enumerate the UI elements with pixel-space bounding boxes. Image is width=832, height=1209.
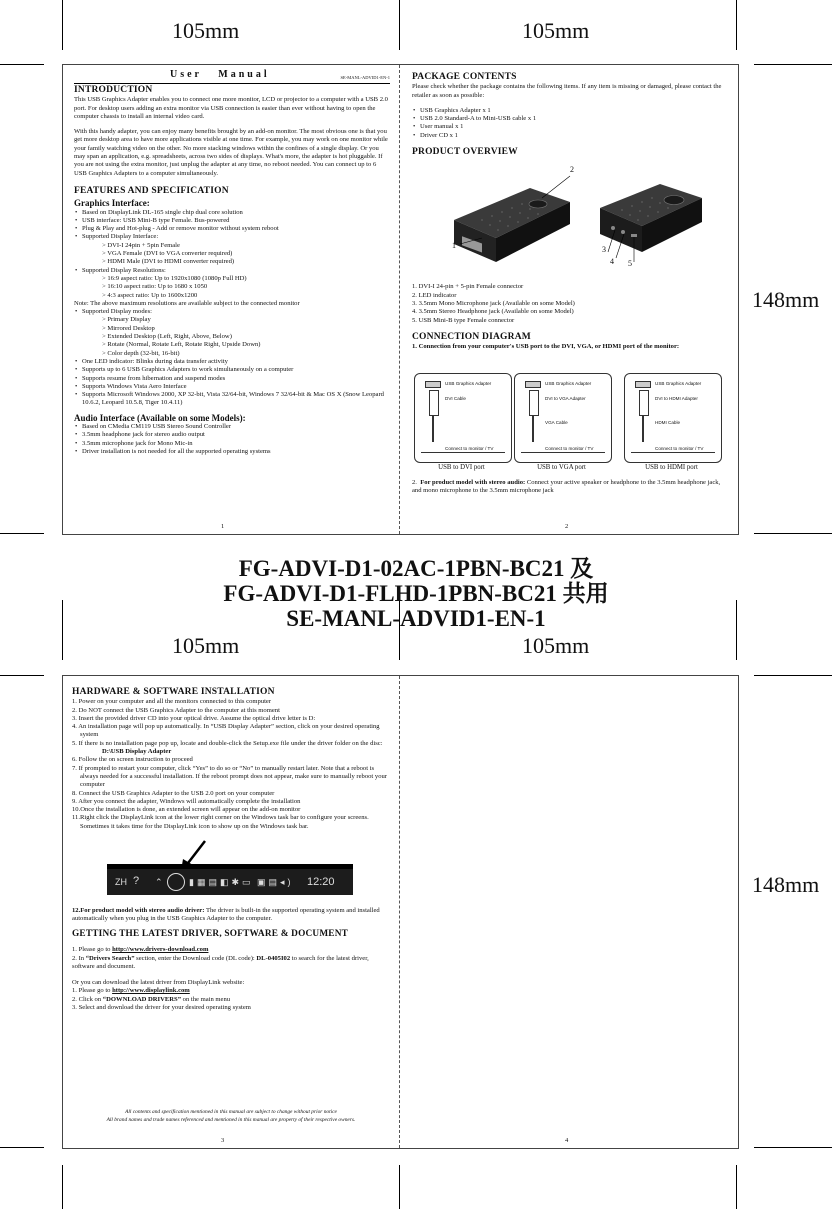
feature-item: • USB interface: USB Mini-B type Female. Bus-powered [82,217,390,225]
cable-line [642,416,644,442]
help-icon: ? [133,875,140,887]
connection-step-2: 2. For product model with stereo audio: Connect your active speaker or headphone to the 3.5mm headphone jack, and mono microphone to the 3.5mm microphone jack [412,479,721,495]
dimension-label: 105mm [172,18,240,43]
displaylink-link[interactable]: http://www.displaylink.com [112,987,190,995]
callout-4: 4 [610,257,614,267]
connection-heading: CONNECTION DIAGRAM [412,331,531,342]
connection-step-2-bold: For product model with stereo audio: [420,479,526,486]
feature-item: > Primary Display [102,316,151,324]
network-icon: ▣▤◂) [257,877,294,887]
intro-paragraph: With this handy adapter, you can enjoy many benefits brought by an add-on monitor. The most obvious one is that you get more desktop area to have more applications visible at one time. For example, you may work on one monitor while your family watching video on the other. No more stacking windows within the confines of a single display. Or you may span an application, e.g. spreadsheets, across two sides of displays. What's more, the adapter is hot pluggable. If you are not using the extra monitor, just unplug the adapter at any time, no reboot needed. You can connect up to 6 USB Graphics Adapters to a computer simultaneously. [74,128,388,177]
page-number: 4 [565,1137,569,1144]
crop-mark [0,64,44,65]
install-step: 8. Connect the USB Graphics Adapter to the USB 2.0 port on your computer [72,789,275,797]
language-indicator: ZH [115,877,127,887]
adapter-icon [525,381,541,388]
crop-mark [754,64,832,65]
crop-mark [399,1165,400,1209]
displaylink-intro: Or you can download the latest driver from DisplayLink website: [72,979,245,987]
feature-item: • Supported Display Interface: [82,233,390,241]
dimension-label: 148mm [752,287,820,312]
adapter-label: USB Graphics Adapter [655,381,702,386]
overview-item: 5. USB Mini-B type Female connector [412,316,515,324]
diagram-caption: USB to DVI port [438,464,485,471]
product-title-1: FG-ADVI-D1-02AC-1PBN-BC21 及 [238,556,594,581]
callout-2: 2 [570,165,574,175]
feature-item: • Supports Microsoft Windows 2000, XP 32-bit, Vista 32/64-bit, Windows 7 32/64-bit & Mac OS X (Snow Leopard 10.6.2, Leopard 10.5.8, Tiger 10.4.11) [82,391,390,408]
feature-item: > 4:3 aspect ratio: Up to 1600x1200 [102,291,198,299]
cable-line [432,416,434,442]
manual-sheet-bottom [62,675,739,1149]
connection-diagram [514,373,612,463]
crop-mark [62,0,63,50]
dimension-label: 105mm [522,633,590,658]
driver-section [72,924,390,1012]
connection-step-1: 1. Connection from your computer's USB port to the DVI, VGA, or HDMI port of the monitor: [412,343,680,351]
driver-step-2: 2. In “Drivers Search” section, enter the Download code (DL code): DL-0405I02 to search for the latest driver, software and document. [72,954,369,970]
intro-paragraph: This USB Graphics Adapter enables you to connect one more monitor, LCD or projector to a computer with a USB 2.0 port. For desktop users adding an extra monitor via USB connection is easier than ever without having to open the computer chassis to install an internal video card. [74,96,388,120]
displaylink-step-3: 3. Select and download the driver for your desired operating system [72,1004,251,1012]
package-intro: Please check whether the package contains the following items. If any item is missing or damaged, please contact the retailer as soon as possible: [412,83,722,99]
audio-feature-item: • Driver installation is not needed for all the supported operating systems [82,448,390,456]
feature-item: • Based on DisplayLink DL-165 single chip dual core solution [82,209,390,217]
product-title-2: FG-ADVI-D1-FLHD-1PBN-BC21 共用 [223,581,609,606]
diagram-caption: USB to VGA port [537,464,586,471]
page-1 [74,71,390,456]
step-12-text: The driver is built-in the supported operating system and installed automatically when you plug in the USB Graphics Adapter to the computer. [72,907,380,923]
adapter-icon [425,381,441,388]
feature-item: • Supported Display modes: [82,308,390,316]
feature-item: • Supported Display Resolutions: [82,267,390,275]
package-item: • USB 2.0 Standard-A to Mini-USB cable x 1 [420,115,730,123]
feature-item: > VGA Female (DVI to VGA converter required) [102,250,233,258]
dimension-label: 148mm [752,872,820,897]
page-2 [412,71,730,351]
callout-1: 1 [452,241,456,251]
dimension-label: 105mm [172,633,240,658]
step-12-bold: 12.For product model with stereo audio driver: [72,907,205,914]
features-heading: FEATURES AND SPECIFICATION [74,185,229,196]
install-step: 11.Right click the DisplayLink icon at the lower right corner on the Windows task bar to configure your screens. Sometimes it takes time for the DisplayLink icon to show up on the Windows task bar. [72,814,369,830]
crop-mark [399,0,400,50]
package-heading: PACKAGE CONTENTS [412,72,517,82]
audio-feature-list [74,423,390,456]
overview-item: 3. 3.5mm Mono Microphone jack (Available on some Model) [412,299,575,307]
drivers-download-link[interactable]: http://www.drivers-download.com [112,946,209,954]
footer-line-2: All brand names and trade names referenced and mentioned in this manual are property of their respective owners. [106,1117,356,1123]
fold-line [399,65,400,534]
overview-item: 4. 3.5mm Stereo Headphone jack (Available on some Model) [412,308,574,316]
install-step: 2. Do NOT connect the USB Graphics Adapter to the computer at this moment [72,706,280,714]
install-step: 1. Power on your computer and all the monitors connected to this computer [72,698,272,706]
mid2-label: HDMI Cable [655,420,681,425]
audio-feature-item: • 3.5mm headphone jack for stereo audio output [82,431,390,439]
crop-mark [736,1165,737,1209]
install-step: 6. Follow the on screen instruction to proceed [72,756,193,764]
install-step: 7. If prompted to restart your computer, click “Yes” to do so or “No” to manually restart later. Note that a reboot is always needed for a successful installation. If the reboot prompt does not appear, make sure to manually reboot your computer [72,764,387,789]
feature-item: > Rotate (Normal, Rotate Left, Rotate Right, Upside Down) [102,341,261,349]
page-number: 1 [221,523,225,530]
feature-item: > Mirrored Desktop [102,324,155,332]
feature-item: • Supports up to 6 USB Graphics Adapters to work simultaneously on a computer [82,366,390,374]
product-image [412,158,730,283]
feature-item: • Supports resume from hibernation and suspend modes [82,375,390,383]
crop-mark [0,675,44,676]
feature-item: • One LED indicator: Blinks during data transfer activity [82,358,390,366]
connection-step-2-text: Connect your active speaker or headphone to the 3.5mm headphone jack, and mono microphone to the 3.5mm microphone jack [412,479,721,495]
page-3 [72,682,390,831]
overview-list [412,283,730,324]
intro-heading: INTRODUCTION [74,85,153,95]
driver-step-1: 1. Please go to http://www.drivers-download.com [72,946,209,954]
monitor-label: Connect to monitor / TV [445,446,494,451]
page-number: 2 [565,523,569,530]
adapter-label: USB Graphics Adapter [445,381,492,386]
feature-item: • Supports Windows Vista Aero Interface [82,383,390,391]
header-title: User Manual [170,69,270,80]
fold-line [399,676,400,1148]
clock: 12:20 [307,876,335,888]
feature-item: > Extended Desktop (Left, Right, Above, Below) [102,333,232,341]
product-title-3: SE-MANL-ADVID1-EN-1 [286,606,546,631]
adapter-illustration [412,158,730,283]
graphics-feature-list [74,209,390,408]
crop-mark [754,533,832,534]
up-arrow-icon: ⌃ [155,877,163,887]
audio-feature-item: • Based on CMedia CM119 USB Stereo Sound Controller [82,423,390,431]
install-step: 10.Once the installation is done, an extended screen will appear on the add-on monitor [72,806,301,814]
manual-sheet-top [62,64,739,535]
mid-label: DVI to VGA Adapter [545,396,586,401]
adapter-label: USB Graphics Adapter [545,381,592,386]
feature-item: • Plug & Play and Hot-plug - Add or remove monitor without system reboot [82,225,390,233]
monitor-label: Connect to monitor / TV [655,446,704,451]
download-code: DL-0405I02 [256,954,291,962]
install-step: 5. If there is no installation page pop up, locate and double-click the Setup.exe file under the driver folder on the disc: [72,739,383,747]
page-number: 3 [221,1137,225,1144]
callout-5: 5 [628,259,632,269]
package-item: • USB Graphics Adapter x 1 [420,107,730,115]
package-item: • User manual x 1 [420,123,730,131]
feature-item: Note: The above maximum resolutions are available subject to the connected monitor [74,299,300,307]
mid-label: DVI to HDMI Adapter [655,396,698,401]
mid2-label: VGA Cable [545,420,568,425]
crop-mark [736,0,737,50]
crop-mark [62,1165,63,1209]
cable-icon [529,390,539,416]
crop-mark [0,533,44,534]
overview-heading: PRODUCT OVERVIEW [412,147,518,158]
feature-item: > 16:10 aspect ratio: Up to 1680 x 1050 [102,283,208,291]
connection-diagram [414,373,512,463]
install-steps [72,698,390,831]
connection-diagram [624,373,722,463]
install-step: D:\USB Display Adapter [102,748,172,756]
displaylink-icon[interactable] [167,873,185,891]
windows-taskbar [107,869,353,895]
taskbar-screenshot [107,839,353,901]
adapter-icon [635,381,651,388]
driver-heading: GETTING THE LATEST DRIVER, SOFTWARE & DOCUMENT [72,929,349,939]
install-step: 4. An installation page will pop up automatically. In “USB Display Adapter” section, click on your desired operating system [72,723,380,739]
diagram-caption: USB to HDMI port [645,464,698,471]
displaylink-step-2: 2. Click on “DOWNLOAD DRIVERS” on the main menu [72,995,231,1003]
mid-label: DVI Cable [445,396,466,401]
feature-item: > 16:9 aspect ratio: Up to 1920x1080 (1080p Full HD) [102,274,247,282]
install-step: 3. Insert the provided driver CD into your optical drive. Assume the optical drive letter is D: [72,714,316,722]
audio-heading: Audio Interface (Available on some Models): [74,412,246,423]
callout-3: 3 [602,245,606,255]
crop-mark [754,675,832,676]
footer-line-1: All contents and specification mentioned in this manual are subject to change without prior notice [125,1109,337,1115]
feature-item: > HDMI Male (DVI to HDMI converter required) [102,258,235,266]
package-item: • Driver CD x 1 [420,132,730,140]
cable-line [532,416,534,442]
tray-icons: ▮▦▤◧✱▭ [189,877,254,887]
package-list [412,107,730,140]
install-heading: HARDWARE & SOFTWARE INSTALLATION [72,687,275,697]
feature-item: > Color depth (32-bit, 16-bit) [102,349,180,357]
install-step: 9. After you connect the adapter, Windows will automatically complete the installation [72,797,301,805]
audio-feature-item: • 3.5mm microphone jack for Mono Mic-in [82,440,390,448]
graphics-heading: Graphics Interface: [74,198,150,209]
dimension-label: 105mm [522,18,590,43]
install-step-12 [72,907,388,924]
overview-item: 2. LED indicator [412,291,457,299]
crop-mark [0,1147,44,1148]
crop-mark [754,1147,832,1148]
cable-icon [429,390,439,416]
header-code: SE-MANL-ADVID1-EN-1 [340,75,390,80]
feature-item: > DVI-I 24pin + 5pin Female [102,241,180,249]
footer-notice [72,1108,390,1124]
overview-item: 1. DVI-I 24-pin + 5-pin Female connector [412,283,524,291]
monitor-label: Connect to monitor / TV [545,446,594,451]
displaylink-step-1: 1. Please go to http://www.displaylink.com [72,987,190,995]
cable-icon [639,390,649,416]
